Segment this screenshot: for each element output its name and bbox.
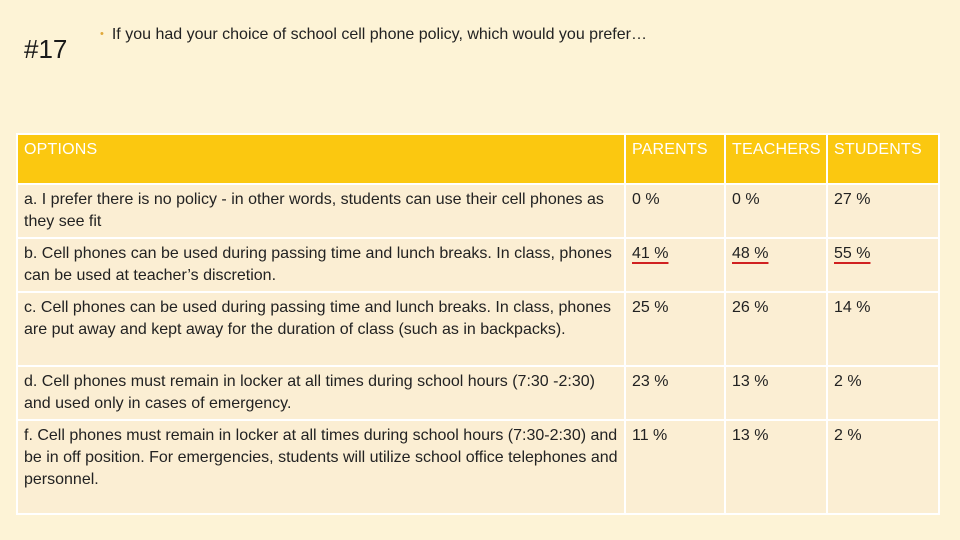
table-row bbox=[17, 238, 939, 292]
parents-cell bbox=[625, 238, 725, 292]
table-row bbox=[17, 292, 939, 366]
header-parents: PARENTS bbox=[625, 134, 725, 184]
students-value-highlight: 55 % bbox=[834, 245, 871, 262]
bullet-icon: • bbox=[100, 28, 104, 40]
parents-value-highlight: 41 % bbox=[632, 245, 669, 262]
option-cell: d. Cell phones must remain in locker at all times during school hours (7:30 -2:30) and used only in cases of emergency. bbox=[17, 366, 625, 420]
parents-cell: 0 % bbox=[625, 184, 725, 238]
students-cell bbox=[827, 238, 939, 292]
teachers-cell: 0 % bbox=[725, 184, 827, 238]
students-cell: 27 % bbox=[827, 184, 939, 238]
teachers-cell: 26 % bbox=[725, 292, 827, 366]
table-row bbox=[17, 420, 939, 514]
table-row bbox=[17, 184, 939, 238]
parents-cell: 23 % bbox=[625, 366, 725, 420]
question-label: If you had your choice of school cell phone policy, which would you prefer… bbox=[111, 26, 647, 43]
parents-cell: 11 % bbox=[625, 420, 725, 514]
option-cell: f. Cell phones must remain in locker at all times during school hours (7:30-2:30) and be in off position. For emergencies, students will utilize school office telephones and personnel. bbox=[17, 420, 625, 514]
students-cell: 2 % bbox=[827, 366, 939, 420]
survey-results-table bbox=[16, 133, 940, 515]
option-cell: b. Cell phones can be used during passing time and lunch breaks. In class, phones can be used at teacher’s discretion. bbox=[17, 238, 625, 292]
table-header-row bbox=[17, 134, 939, 184]
header-options: OPTIONS bbox=[17, 134, 625, 184]
teachers-cell bbox=[725, 238, 827, 292]
teachers-value-highlight: 48 % bbox=[732, 245, 769, 262]
parents-cell: 25 % bbox=[625, 292, 725, 366]
teachers-cell: 13 % bbox=[725, 366, 827, 420]
option-cell: c. Cell phones can be used during passing time and lunch breaks. In class, phones are put away and kept away for the duration of class (such as in backpacks). bbox=[17, 292, 625, 366]
header-teachers: TEACHERS bbox=[725, 134, 827, 184]
teachers-cell: 13 % bbox=[725, 420, 827, 514]
option-cell: a. I prefer there is no policy - in other words, students can use their cell phones as they see fit bbox=[17, 184, 625, 238]
students-cell: 2 % bbox=[827, 420, 939, 514]
slide-number: #17 bbox=[24, 34, 68, 64]
students-cell: 14 % bbox=[827, 292, 939, 366]
question-text bbox=[100, 26, 647, 44]
table-row bbox=[17, 366, 939, 420]
header-students: STUDENTS bbox=[827, 134, 939, 184]
